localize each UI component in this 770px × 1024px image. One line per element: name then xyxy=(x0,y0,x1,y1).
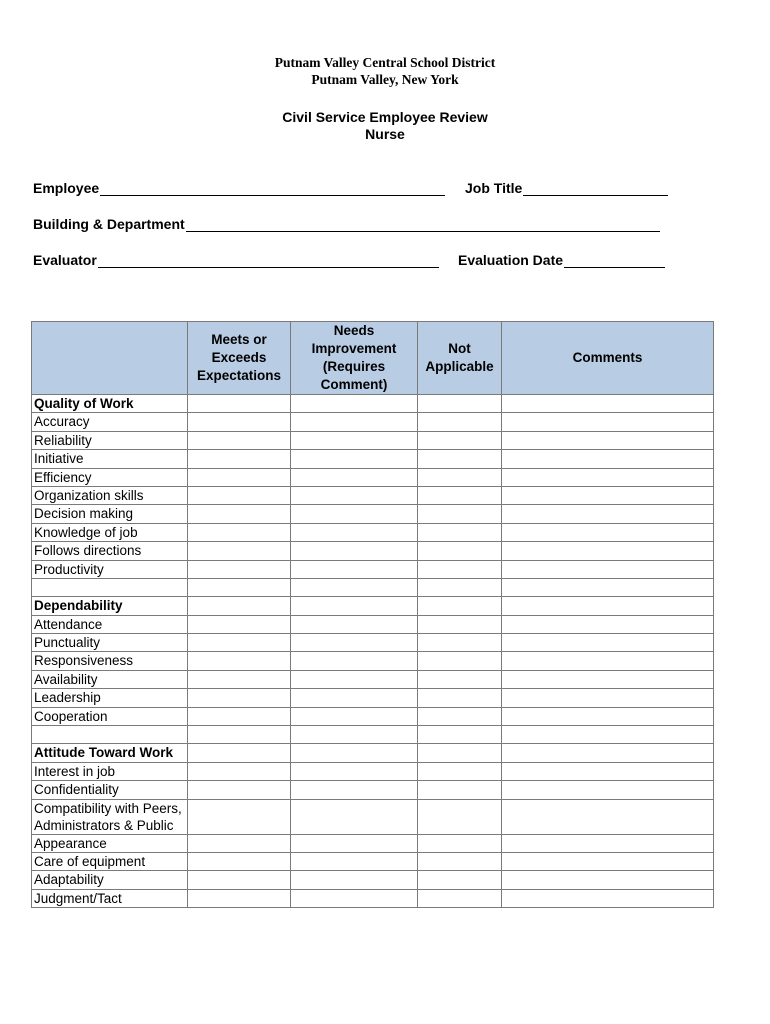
needs-improvement-cell[interactable] xyxy=(291,578,418,596)
not-applicable-cell[interactable] xyxy=(418,634,502,652)
not-applicable-cell[interactable] xyxy=(418,744,502,762)
comments-cell[interactable] xyxy=(502,486,714,504)
needs-improvement-cell[interactable] xyxy=(291,799,418,834)
table-row xyxy=(32,468,714,486)
employee-label: Employee xyxy=(33,180,100,196)
not-applicable-cell[interactable] xyxy=(418,689,502,707)
needs-improvement-cell[interactable] xyxy=(291,726,418,744)
table-row xyxy=(32,852,714,870)
criterion-label xyxy=(32,578,188,596)
criterion-label: Accuracy xyxy=(32,413,188,431)
comments-cell[interactable] xyxy=(502,450,714,468)
table-row xyxy=(32,431,714,449)
needs-improvement-cell[interactable] xyxy=(291,652,418,670)
needs-improvement-cell[interactable] xyxy=(291,889,418,907)
criterion-label: Knowledge of job xyxy=(32,523,188,541)
table-row xyxy=(32,762,714,780)
table-row xyxy=(32,781,714,799)
section-label: Quality of Work xyxy=(32,395,188,413)
not-applicable-cell[interactable] xyxy=(418,670,502,688)
comments-cell[interactable] xyxy=(502,670,714,688)
needs-improvement-cell[interactable] xyxy=(291,670,418,688)
meets-cell[interactable] xyxy=(188,670,291,688)
meets-cell[interactable] xyxy=(188,413,291,431)
needs-improvement-cell[interactable] xyxy=(291,560,418,578)
criterion-label: Compatibility with Peers, Administrators & Public xyxy=(32,799,188,834)
needs-improvement-cell[interactable] xyxy=(291,597,418,615)
table-row xyxy=(32,615,714,633)
criterion-label: Decision making xyxy=(32,505,188,523)
table-row xyxy=(32,799,714,834)
comments-cell[interactable] xyxy=(502,615,714,633)
meets-cell[interactable] xyxy=(188,560,291,578)
not-applicable-cell[interactable] xyxy=(418,615,502,633)
comments-cell[interactable] xyxy=(502,542,714,560)
comments-cell[interactable] xyxy=(502,889,714,907)
needs-improvement-cell[interactable] xyxy=(291,413,418,431)
comments-cell[interactable] xyxy=(502,871,714,889)
table-row xyxy=(32,652,714,670)
comments-cell[interactable] xyxy=(502,413,714,431)
section-label: Dependability xyxy=(32,597,188,615)
criterion-label: Punctuality xyxy=(32,634,188,652)
meets-cell[interactable] xyxy=(188,634,291,652)
job-title-field[interactable] xyxy=(465,178,668,196)
not-applicable-cell[interactable] xyxy=(418,889,502,907)
table-row xyxy=(32,450,714,468)
district-location: Putnam Valley, New York xyxy=(311,72,459,87)
section-header-row xyxy=(32,597,714,615)
evaluator-blank[interactable] xyxy=(98,253,439,268)
needs-improvement-cell[interactable] xyxy=(291,762,418,780)
criterion-label: Availability xyxy=(32,670,188,688)
table-row xyxy=(32,542,714,560)
comments-cell[interactable] xyxy=(502,707,714,725)
column-header-not-applicable: Not Applicable xyxy=(418,322,502,395)
needs-improvement-cell[interactable] xyxy=(291,431,418,449)
needs-improvement-cell[interactable] xyxy=(291,450,418,468)
section-header-row xyxy=(32,395,714,413)
meets-cell[interactable] xyxy=(188,597,291,615)
needs-improvement-cell[interactable] xyxy=(291,615,418,633)
not-applicable-cell[interactable] xyxy=(418,413,502,431)
column-header-comments: Comments xyxy=(502,322,714,395)
not-applicable-cell[interactable] xyxy=(418,762,502,780)
comments-cell[interactable] xyxy=(502,762,714,780)
meets-cell[interactable] xyxy=(188,542,291,560)
meets-cell[interactable] xyxy=(188,615,291,633)
criterion-label: Confidentiality xyxy=(32,781,188,799)
not-applicable-cell[interactable] xyxy=(418,707,502,725)
position-title: Nurse xyxy=(365,126,405,142)
meets-cell[interactable] xyxy=(188,781,291,799)
not-applicable-cell[interactable] xyxy=(418,505,502,523)
table-header-row xyxy=(32,322,714,395)
criterion-label: Appearance xyxy=(32,834,188,852)
review-table xyxy=(31,321,714,908)
meets-cell[interactable] xyxy=(188,762,291,780)
needs-improvement-cell[interactable] xyxy=(291,468,418,486)
needs-improvement-cell[interactable] xyxy=(291,834,418,852)
not-applicable-cell[interactable] xyxy=(418,450,502,468)
needs-improvement-cell[interactable] xyxy=(291,871,418,889)
criterion-label: Care of equipment xyxy=(32,852,188,870)
table-row xyxy=(32,670,714,688)
table-row xyxy=(32,689,714,707)
comments-cell[interactable] xyxy=(502,652,714,670)
meets-cell[interactable] xyxy=(188,431,291,449)
spacer-row xyxy=(32,578,714,596)
comments-cell[interactable] xyxy=(502,597,714,615)
column-header-needs-improvement: Needs Improvement (Requires Comment) xyxy=(291,322,418,395)
needs-improvement-cell[interactable] xyxy=(291,744,418,762)
table-row xyxy=(32,505,714,523)
not-applicable-cell[interactable] xyxy=(418,542,502,560)
meets-cell[interactable] xyxy=(188,834,291,852)
not-applicable-cell[interactable] xyxy=(418,799,502,834)
criterion-label: Adaptability xyxy=(32,871,188,889)
comments-cell[interactable] xyxy=(502,781,714,799)
section-header-row xyxy=(32,744,714,762)
table-row xyxy=(32,834,714,852)
table-row xyxy=(32,413,714,431)
meets-cell[interactable] xyxy=(188,744,291,762)
comments-cell[interactable] xyxy=(502,799,714,834)
meets-cell[interactable] xyxy=(188,486,291,504)
criterion-label: Organization skills xyxy=(32,486,188,504)
comments-cell[interactable] xyxy=(502,560,714,578)
criterion-label: Cooperation xyxy=(32,707,188,725)
employee-blank[interactable] xyxy=(100,181,445,196)
needs-improvement-cell[interactable] xyxy=(291,486,418,504)
comments-cell[interactable] xyxy=(502,578,714,596)
criterion-label: Follows directions xyxy=(32,542,188,560)
evaluator-label: Evaluator xyxy=(33,252,97,268)
needs-improvement-cell[interactable] xyxy=(291,542,418,560)
criterion-label: Attendance xyxy=(32,615,188,633)
criterion-label: Reliability xyxy=(32,431,188,449)
needs-improvement-cell[interactable] xyxy=(291,505,418,523)
meets-cell[interactable] xyxy=(188,889,291,907)
job-title-blank[interactable] xyxy=(523,181,668,196)
not-applicable-cell[interactable] xyxy=(418,871,502,889)
section-label: Attitude Toward Work xyxy=(32,744,188,762)
meets-cell[interactable] xyxy=(188,726,291,744)
meets-cell[interactable] xyxy=(188,578,291,596)
not-applicable-cell[interactable] xyxy=(418,834,502,852)
needs-improvement-cell[interactable] xyxy=(291,781,418,799)
employee-field[interactable] xyxy=(33,178,445,196)
needs-improvement-cell[interactable] xyxy=(291,707,418,725)
comments-cell[interactable] xyxy=(502,689,714,707)
form-title: Civil Service Employee Review xyxy=(282,109,488,125)
not-applicable-cell[interactable] xyxy=(418,468,502,486)
criterion-label: Productivity xyxy=(32,560,188,578)
criterion-label: Judgment/Tact xyxy=(32,889,188,907)
comments-cell[interactable] xyxy=(502,834,714,852)
comments-cell[interactable] xyxy=(502,634,714,652)
district-name: Putnam Valley Central School District xyxy=(274,55,496,70)
table-row xyxy=(32,560,714,578)
not-applicable-cell[interactable] xyxy=(418,578,502,596)
comments-cell[interactable] xyxy=(502,523,714,541)
meets-cell[interactable] xyxy=(188,707,291,725)
table-row xyxy=(32,707,714,725)
needs-improvement-cell[interactable] xyxy=(291,852,418,870)
comments-cell[interactable] xyxy=(502,505,714,523)
needs-improvement-cell[interactable] xyxy=(291,395,418,413)
building-department-blank[interactable] xyxy=(186,217,660,232)
not-applicable-cell[interactable] xyxy=(418,726,502,744)
spacer-row xyxy=(32,726,714,744)
table-row xyxy=(32,889,714,907)
meets-cell[interactable] xyxy=(188,689,291,707)
not-applicable-cell[interactable] xyxy=(418,652,502,670)
table-row xyxy=(32,634,714,652)
needs-improvement-cell[interactable] xyxy=(291,523,418,541)
not-applicable-cell[interactable] xyxy=(418,597,502,615)
criterion-label xyxy=(32,726,188,744)
criterion-label: Initiative xyxy=(32,450,188,468)
table-row xyxy=(32,486,714,504)
needs-improvement-cell[interactable] xyxy=(291,634,418,652)
meets-cell[interactable] xyxy=(188,852,291,870)
criterion-label: Responsiveness xyxy=(32,652,188,670)
not-applicable-cell[interactable] xyxy=(418,395,502,413)
evaluator-field[interactable] xyxy=(33,250,439,268)
table-row xyxy=(32,523,714,541)
comments-cell[interactable] xyxy=(502,395,714,413)
not-applicable-cell[interactable] xyxy=(418,431,502,449)
meets-cell[interactable] xyxy=(188,505,291,523)
table-body xyxy=(32,395,714,908)
meets-cell[interactable] xyxy=(188,799,291,834)
not-applicable-cell[interactable] xyxy=(418,781,502,799)
meets-cell[interactable] xyxy=(188,468,291,486)
building-department-label: Building & Department xyxy=(33,216,185,232)
criterion-label: Leadership xyxy=(32,689,188,707)
comments-cell[interactable] xyxy=(502,468,714,486)
meets-cell[interactable] xyxy=(188,450,291,468)
evaluation-date-blank[interactable] xyxy=(564,253,665,268)
building-department-field[interactable] xyxy=(33,214,660,232)
comments-cell[interactable] xyxy=(502,744,714,762)
comments-cell[interactable] xyxy=(502,852,714,870)
not-applicable-cell[interactable] xyxy=(418,523,502,541)
table-row xyxy=(32,871,714,889)
not-applicable-cell[interactable] xyxy=(418,486,502,504)
meets-cell[interactable] xyxy=(188,871,291,889)
not-applicable-cell[interactable] xyxy=(418,560,502,578)
criterion-label: Interest in job xyxy=(32,762,188,780)
meets-cell[interactable] xyxy=(188,652,291,670)
not-applicable-cell[interactable] xyxy=(418,852,502,870)
column-header-criteria xyxy=(32,322,188,395)
comments-cell[interactable] xyxy=(502,431,714,449)
meets-cell[interactable] xyxy=(188,395,291,413)
column-header-meets: Meets or Exceeds Expectations xyxy=(188,322,291,395)
evaluation-date-field[interactable] xyxy=(458,250,665,268)
needs-improvement-cell[interactable] xyxy=(291,689,418,707)
comments-cell[interactable] xyxy=(502,726,714,744)
job-title-label: Job Title xyxy=(465,180,523,196)
meets-cell[interactable] xyxy=(188,523,291,541)
evaluation-date-label: Evaluation Date xyxy=(458,252,564,268)
criterion-label: Efficiency xyxy=(32,468,188,486)
